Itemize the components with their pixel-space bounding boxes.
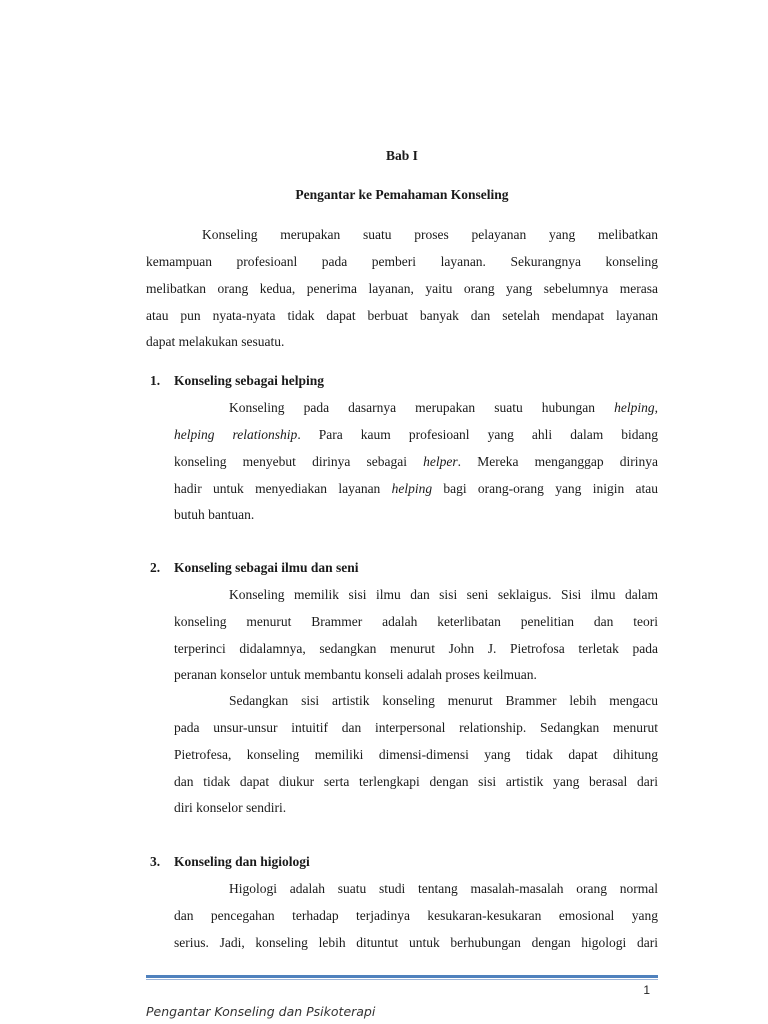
section-line: Sedangkan sisi artistik konseling menurut Brammer lebih mengacu — [229, 693, 658, 708]
section-heading: Konseling dan higiologi — [174, 854, 310, 869]
section-number: 3. — [150, 854, 161, 869]
section-line: serius. Jadi, konseling lebih dituntut untuk berhubungan dengan higologi dari — [174, 935, 658, 950]
italic-term: helping — [391, 481, 433, 496]
section-line: Higologi adalah suatu studi tentang masalah-masalah orang normal — [229, 881, 658, 896]
section-line: hadir untuk menyediakan layanan helping bagi orang-orang yang inigin atau — [174, 481, 659, 496]
intro-line: dapat melakukan sesuatu. — [146, 334, 285, 349]
section-line: butuh bantuan. — [174, 507, 255, 522]
footer-rule-thin — [146, 979, 658, 980]
page-number: 1 — [643, 983, 650, 997]
section-heading: Konseling sebagai ilmu dan seni — [174, 560, 359, 575]
section-line: terperinci didalamnya, sedangkan menurut John J. Pietrofosa terletak pada — [174, 641, 658, 656]
running-title: Pengantar Konseling dan Psikoterapi — [146, 1004, 376, 1019]
section-line: Konseling pada dasarnya merupakan suatu hubungan helping, — [229, 400, 658, 415]
section-line: Pietrofesa, konseling memiliki dimensi-dimensi yang tidak dapat dihitung — [174, 747, 658, 762]
section-line: diri konselor sendiri. — [174, 800, 287, 815]
intro-line: Konseling merupakan suatu proses pelayanan yang melibatkan — [202, 227, 658, 242]
intro-line: atau pun nyata-nyata tidak dapat berbuat banyak dan setelah mendapat layanan — [146, 308, 658, 323]
chapter-label: Bab I — [386, 148, 418, 163]
italic-term: helping — [614, 400, 655, 415]
intro-line: kemampuan profesioanl pada pemberi layanan. Sekurangnya konseling — [146, 254, 658, 269]
section-heading: Konseling sebagai helping — [174, 373, 325, 388]
section-line: dan pencegahan terhadap terjadinya kesukaran-kesukaran emosional yang — [174, 908, 658, 923]
section-line: konseling menyebut dirinya sebagai helper. Mereka menganggap dirinya — [174, 454, 658, 469]
section-line: Konseling memilik sisi ilmu dan sisi seni seklaigus. Sisi ilmu dalam — [229, 587, 658, 602]
section-line: konseling menurut Brammer adalah keterlibatan penelitian dan teori — [174, 614, 658, 629]
section-line: pada unsur-unsur intuitif dan interpersonal relationship. Sedangkan menurut — [174, 720, 658, 735]
section-number: 1. — [150, 373, 161, 388]
section-line: helping relationship. Para kaum profesioanl yang ahli dalam bidang — [174, 427, 658, 442]
intro-line: melibatkan orang kedua, penerima layanan, yaitu orang yang sebelumnya merasa — [146, 281, 658, 296]
chapter-title: Pengantar ke Pemahaman Konseling — [295, 187, 509, 202]
section-number: 2. — [150, 560, 161, 575]
section-line: dan tidak dapat diukur serta terlengkapi dengan sisi artistik yang berasal dari — [174, 774, 658, 789]
italic-term: helper — [423, 454, 458, 469]
section-line: peranan konselor untuk membantu konseli adalah proses keilmuan. — [174, 667, 537, 682]
italic-term: helping relationship — [174, 427, 298, 442]
footer-rule — [146, 975, 658, 978]
